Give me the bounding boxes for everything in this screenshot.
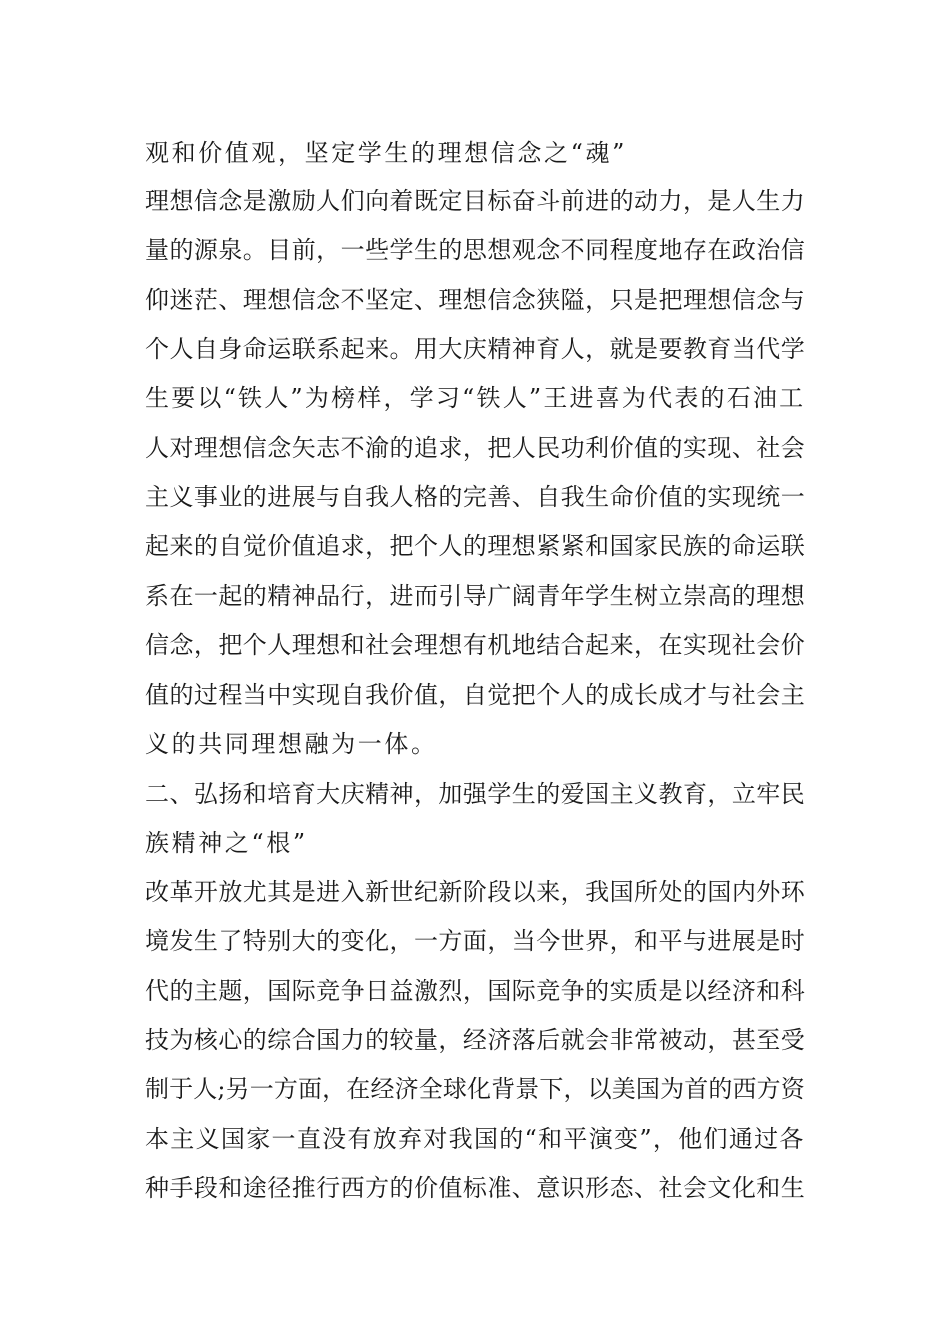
text-line: 观和价值观，坚定学生的理想信念之“魂” [145, 139, 627, 167]
text-line: 个人自身命运联系起来。用大庆精神育人，就是要教育当代学 [145, 335, 806, 363]
text-line: 理想信念是激励人们向着既定目标奋斗前进的动力，是人生力 [145, 187, 806, 215]
text-line: 主义事业的进展与自我人格的完善、自我生命价值的实现统一 [145, 483, 806, 511]
text-line: 境发生了特别大的变化，一方面，当今世界，和平与进展是时 [145, 927, 806, 955]
text-line: 改革开放尤其是进入新世纪新阶段以来，我国所处的国内外环 [145, 878, 806, 906]
text-line: 生要以“铁人”为榜样，学习“铁人”王进喜为代表的石油工 [145, 384, 806, 412]
section-heading-line: 族精神之“根” [145, 829, 308, 857]
text-line: 量的源泉。目前，一些学生的思想观念不同程度地存在政治信 [145, 236, 806, 264]
text-line: 义的共同理想融为一体。 [145, 730, 438, 758]
section-heading-line: 二、弘扬和培育大庆精神，加强学生的爱国主义教育，立牢民 [145, 780, 806, 808]
text-line: 值的过程当中实现自我价值，自觉把个人的成长成才与社会主 [145, 681, 806, 709]
text-line: 技为核心的综合国力的较量，经济落后就会非常被动，甚至受 [145, 1026, 806, 1054]
text-line: 种手段和途径推行西方的价值标准、意识形态、社会文化和生 [145, 1174, 806, 1202]
text-line: 起来的自觉价值追求，把个人的理想紧紧和国家民族的命运联 [145, 532, 806, 560]
text-line: 制于人;另一方面，在经济全球化背景下，以美国为首的西方资 [145, 1075, 805, 1103]
text-line: 本主义国家一直没有放弃对我国的“和平演变”，他们通过各 [145, 1125, 805, 1153]
text-line: 信念，把个人理想和社会理想有机地结合起来，在实现社会价 [145, 631, 806, 659]
text-line: 人对理想信念矢志不渝的追求，把人民功利价值的实现、社会 [145, 434, 806, 462]
text-line: 代的主题，国际竞争日益激烈，国际竞争的实质是以经济和科 [145, 977, 806, 1005]
text-line: 系在一起的精神品行，进而引导广阔青年学生树立崇高的理想 [145, 582, 806, 610]
text-line: 仰迷茫、理想信念不坚定、理想信念狭隘，只是把理想信念与 [145, 286, 806, 314]
